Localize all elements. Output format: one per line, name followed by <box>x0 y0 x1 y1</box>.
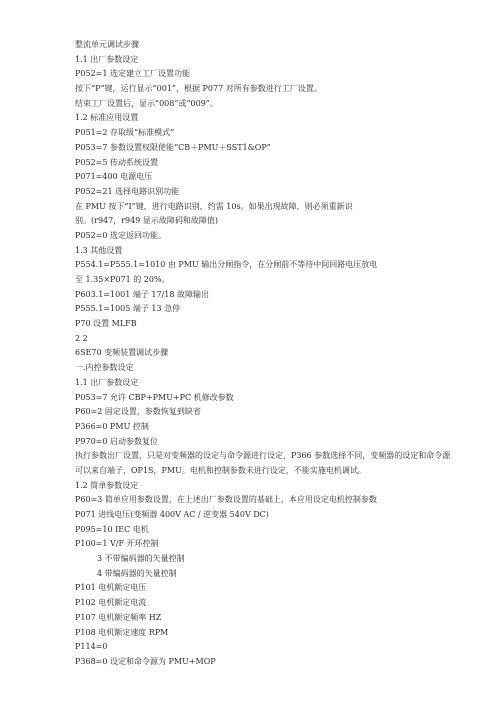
text-line: P108 电机额定速度 RPM <box>75 627 169 637</box>
section-heading: 1.3 其他设置 <box>75 245 123 255</box>
document-title: 整流单元调试步骤 <box>75 40 139 49</box>
indented-text-line: 4 带编码器的矢量控制 <box>97 568 177 578</box>
text-line: P60=2 固定设置，参数恢复到缺省 <box>75 407 201 417</box>
text-line: P554.1=P555.1=1010 由 PMU 输出分闸指令，在分闸前不等待中间回路电压放电 <box>75 260 378 270</box>
indented-text-line: 3 不带编码器的矢量控制 <box>97 554 185 564</box>
text-line: P970=0 启动参数复位 <box>75 436 158 446</box>
text-line: P366=0 PMU 控制 <box>75 421 149 431</box>
text-line: 结束工厂设置后，显示“008”或“009”。 <box>75 98 218 108</box>
text-line: P102 电机额定电流 <box>75 598 147 608</box>
text-paragraph: 执行参数出厂设置，只是对变频器的设定与命令源进行设定，P366 参数选择不同，变频器的设定和命令源可以来自端子，OP1S，PMU。电机和控制参数未进行设定，不能实施电机调试。 <box>75 451 451 475</box>
text-line: P071 进线电压(变频器 400V AC / 逆变器 540V DC) <box>75 510 269 520</box>
text-line: P100=1 V/F 开环控制 <box>75 539 159 549</box>
text-line: P071=400 电源电压 <box>75 172 153 182</box>
section-heading: 1.2 标准应用设置 <box>75 113 139 123</box>
text-line: P70 设置 MLFB <box>75 319 137 329</box>
section-heading: 1.1 出厂参数设定 <box>75 377 139 387</box>
text-line: P052=21 选择电路识别功能 <box>75 186 180 196</box>
section-heading: 一.内控参数设定 <box>75 363 134 373</box>
text-line: 按下“P”键，运行显示“001”，根据 P077 对所有参数进行工厂设置。 <box>75 84 322 94</box>
section-heading: 1.1 出厂参数设定 <box>75 54 139 64</box>
text-line: P114=0 <box>75 642 108 652</box>
text-line: P052=5 传动系统设置 <box>75 157 158 167</box>
text-line: P603.1=1001 端子 17/18 故障输出 <box>75 289 210 299</box>
text-line: 在 PMU 按下“I”键，进行电路识别，约需 10s。如果出现故障，则必须重新识 <box>75 201 353 211</box>
text-line: P368=0 设定和命令源为 PMU+MOP <box>75 656 216 666</box>
text-line: 2 2 <box>75 333 88 343</box>
text-line: P053=7 允许 CBP+PMU+PC 机修改参数 <box>75 392 234 402</box>
text-line: 至 1.35×P071 的 20%。 <box>75 275 170 284</box>
document-body <box>75 38 455 670</box>
text-line: P053=7 参数设置权限使能“CB＋PMU＋SST1&OP” <box>75 142 271 152</box>
text-line: P095=10 IEC 电机 <box>75 524 149 534</box>
section-heading: 1.2 简单参数设定 <box>75 480 139 490</box>
text-line: P051=2 存取级“标准模式” <box>75 128 175 138</box>
text-line: P60=3 简单应用参数设置，在上述出厂参数设置的基础上，本应用设定电机控制参数 <box>75 495 377 505</box>
text-line: 别。(r947，r949 显示故障码和故障值) <box>75 216 218 226</box>
text-line: P101 电机额定电压 <box>75 583 147 593</box>
text-line: P107 电机额定频率 HZ <box>75 612 162 622</box>
document-subtitle: 6SE70 变频装置调试步骤 <box>75 348 169 358</box>
text-line: P052=0 选定返回功能。 <box>75 230 166 240</box>
text-line: P052=1 选定建立工厂设置功能 <box>75 69 190 79</box>
text-line: P555.1=1005 端子 13 急停 <box>75 304 181 314</box>
